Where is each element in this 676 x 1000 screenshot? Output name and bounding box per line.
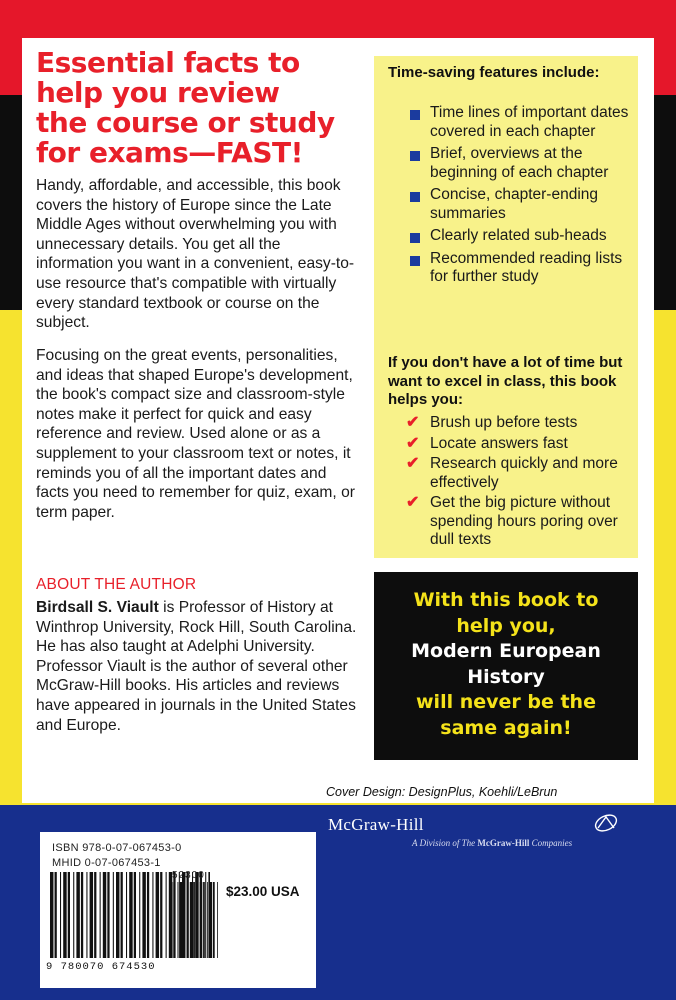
feature-item <box>388 250 634 287</box>
description-paragraph-1: Handy, affordable, and accessible, this book covers the history of Europe since the Late Middle Ages without overwhelming you with unnecessary details. You get all the information you want in a convenient, easy-to-use resource that's compatible with virtually every standard textbook or course on the subject. <box>36 177 355 332</box>
promo-line: With this book to <box>413 589 599 611</box>
promo-box <box>374 572 638 760</box>
helps-item-text: Get the big picture without spending hours poring over dull texts <box>430 494 618 548</box>
square-bullet-icon <box>410 192 420 202</box>
feature-item <box>388 104 634 141</box>
helps-item-text: Brush up before tests <box>430 414 578 431</box>
feature-item <box>388 145 634 182</box>
feature-item-text: Recommended reading lists for further study <box>430 249 623 285</box>
promo-line: same again! <box>440 716 572 739</box>
helps-item-text: Research quickly and more effectively <box>430 455 618 491</box>
feature-item-text: Brief, overviews at the beginning of each chapter <box>430 145 609 181</box>
checkmark-icon: ✔ <box>406 414 420 431</box>
cover-design-credit: Cover Design: DesignPlus, Koehli/LeBrun <box>326 785 558 799</box>
promo-line: help you, <box>456 614 556 637</box>
division-prefix: A Division of The <box>412 838 478 848</box>
square-bullet-icon <box>410 233 420 243</box>
feature-item <box>388 186 634 223</box>
headline-line: help you review <box>36 76 280 109</box>
square-bullet-icon <box>410 110 420 120</box>
features-title: Time-saving features include: <box>388 64 600 81</box>
headline-line: the course or study <box>36 106 335 139</box>
description-paragraph-2: Focusing on the great events, personalities, and ideas that shaped Europe's development, the book's compact size and classroom-style notes make it perfect for quick and easy reference and review. Used alone or as a supplement to your classroom text or notes, it reminds you of all the important dates and facts you need to remember for quiz, exam, or term paper. <box>36 347 355 521</box>
helps-item <box>388 414 634 433</box>
promo-line: Modern European <box>411 640 601 662</box>
price-label: $23.00 USA <box>226 884 300 899</box>
mhid-label: MHID 0-07-067453-1 <box>52 857 161 869</box>
helps-item <box>388 494 634 550</box>
division-suffix: Companies <box>529 838 573 848</box>
promo-line: History <box>467 665 545 688</box>
checkmark-icon: ✔ <box>406 455 420 472</box>
helps-item-text: Locate answers fast <box>430 434 568 452</box>
checkmark-icon: ✔ <box>406 494 420 511</box>
headline <box>36 48 356 168</box>
barcode-digits: 9 780070 674530 <box>46 961 156 973</box>
helps-title: If you don't have a lot of time but want to excel in class, this book helps you: <box>388 354 623 408</box>
headline-line: for exams—FAST! <box>36 136 303 169</box>
square-bullet-icon <box>410 256 420 266</box>
promo-line: will never be the <box>416 691 596 713</box>
feature-item <box>388 227 634 246</box>
feature-item-text: Clearly related sub-heads <box>430 227 607 244</box>
division-company: McGraw-Hill <box>477 838 530 848</box>
feature-item-text: Time lines of important dates covered in each chapter <box>430 104 629 140</box>
helps-item <box>388 435 634 454</box>
about-author-heading: ABOUT THE AUTHOR <box>36 576 197 593</box>
author-bio: is Professor of History at Winthrop University, Rock Hill, South Carolina. He has also taught at Adelphi University. Professor Viault is the author of several other McGraw-Hill books. His articles and reviews have appeared in journals in the United States and Europe. <box>36 599 357 734</box>
publisher-division <box>412 838 572 848</box>
features-list <box>388 104 634 291</box>
addon-digits: 52300 <box>172 870 205 881</box>
about-author-body <box>36 598 361 735</box>
isbn-label: ISBN 978-0-07-067453-0 <box>52 842 182 854</box>
headline-line: Essential facts to <box>36 46 300 79</box>
feature-item-text: Concise, chapter-ending summaries <box>430 186 599 222</box>
helps-list <box>388 414 634 552</box>
barcode-addon-icon <box>170 882 218 958</box>
publisher-name: McGraw-Hill <box>328 815 424 834</box>
author-name: Birdsall S. Viault <box>36 599 159 616</box>
helps-item <box>388 455 634 492</box>
publisher-logo-icon <box>592 812 620 834</box>
checkmark-icon: ✔ <box>406 434 420 452</box>
square-bullet-icon <box>410 151 420 161</box>
